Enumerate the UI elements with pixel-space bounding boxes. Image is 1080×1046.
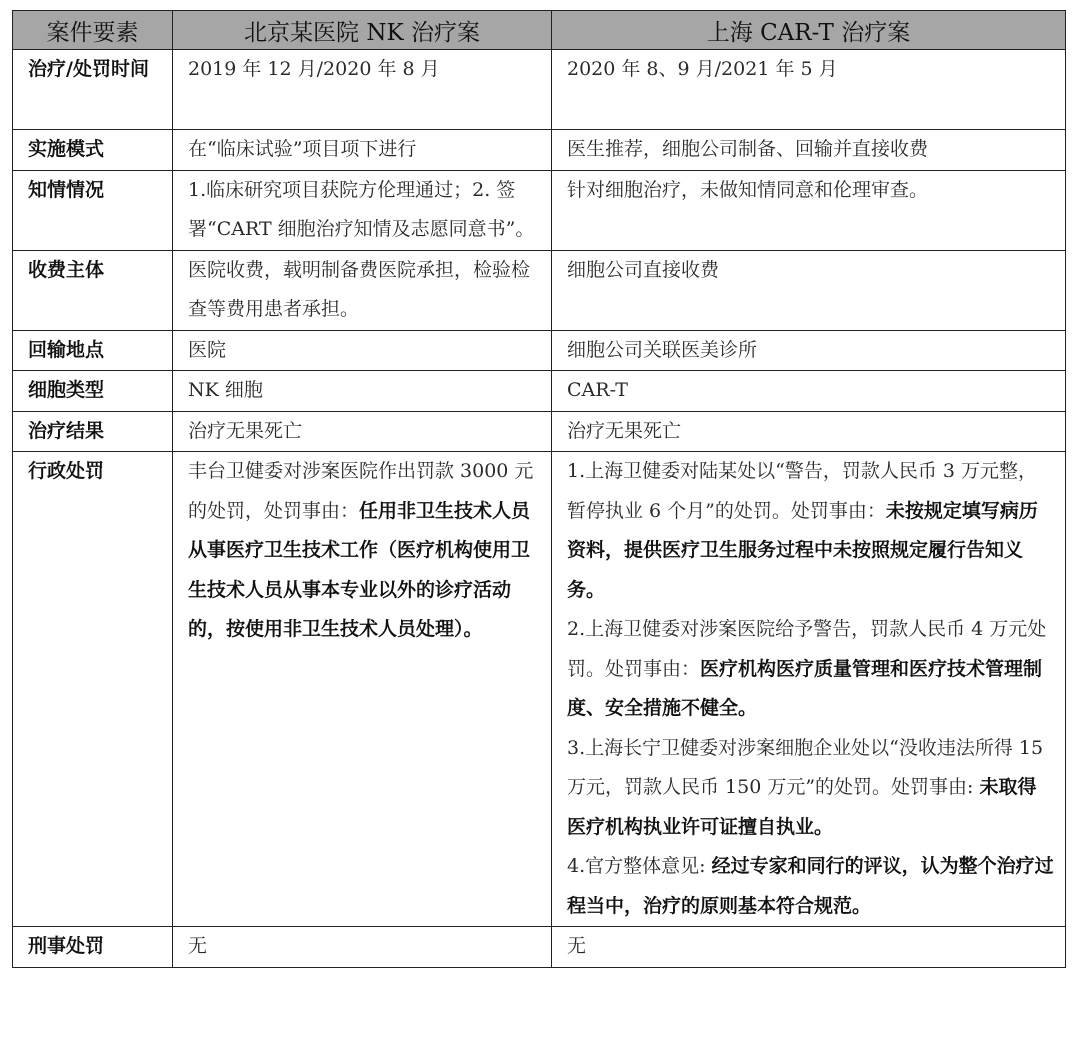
row-label: 行政处罚 [13,452,173,927]
shanghai-cell: 针对细胞治疗，未做知情同意和伦理审查。 [552,170,1066,250]
row-implementation-mode [13,130,1066,171]
row-treatment-time [13,50,1066,130]
penalty-reason: 医疗机构医疗质量管理和医疗技术管理制度、安全措施不健全。 [567,657,1043,719]
beijing-cell: 无 [173,927,552,968]
penalty-text: 2.上海卫健委对涉案医院给予警告，罚款人民币 4 万元处罚。处罚事由： [567,618,1047,680]
beijing-cell: 1.临床研究项目获院方伦理通过；2. 签署“CART 细胞治疗知情及志愿同意书”。 [173,170,552,250]
row-treatment-result [13,411,1066,452]
shanghai-cell: 无 [552,927,1066,968]
penalty-text: 1.上海卫健委对陆某处以“警告，罚款人民币 3 万元整，暂停执业 6 个月”的处罚。处罚事由： [567,460,1038,522]
case-comparison-table [12,10,1066,968]
shanghai-cell: 细胞公司直接收费 [552,250,1066,330]
penalty-reason: 经过专家和同行的评议，认为整个治疗过程当中，治疗的原则基本符合规范。 [567,855,1054,917]
beijing-cell: NK 细胞 [173,371,552,412]
row-label: 实施模式 [13,130,173,171]
shanghai-cell: CAR-T [552,371,1066,412]
row-label: 刑事处罚 [13,927,173,968]
row-label: 收费主体 [13,250,173,330]
row-criminal-penalty [13,927,1066,968]
beijing-cell: 2019 年 12 月/2020 年 8 月 [173,50,552,130]
penalty-item [567,847,1055,926]
beijing-cell: 在“临床试验”项目项下进行 [173,130,552,171]
penalty-text: 4.官方整体意见: [567,855,712,877]
penalty-item [567,452,1055,610]
row-label: 回输地点 [13,330,173,371]
row-fee-collector [13,250,1066,330]
shanghai-cell: 治疗无果死亡 [552,411,1066,452]
penalty-reason: 未按规定填写病历资料，提供医疗卫生服务过程中未按照规定履行告知义务。 [567,499,1038,601]
row-label: 治疗结果 [13,411,173,452]
shanghai-cell [552,452,1066,927]
row-label: 知情情况 [13,170,173,250]
penalty-text: 丰台卫健委对涉案医院作出罚款 3000 元的处罚，处罚事由： [188,460,534,522]
beijing-cell: 医院 [173,330,552,371]
row-infusion-location [13,330,1066,371]
row-administrative-penalty [13,452,1066,927]
beijing-cell: 治疗无果死亡 [173,411,552,452]
penalty-reason: 任用非卫生技术人员从事医疗卫生技术工作（医疗机构使用卫生技术人员从事本专业以外的诊疗活动的，按使用非卫生技术人员处理）。 [188,499,531,640]
penalty-item [567,610,1055,729]
header-row [13,11,1066,50]
row-label: 细胞类型 [13,371,173,412]
header-beijing-case: 北京某医院 NK 治疗案 [173,11,552,50]
beijing-cell [173,452,552,927]
shanghai-cell: 医生推荐，细胞公司制备、回输并直接收费 [552,130,1066,171]
shanghai-cell: 2020 年 8、9 月/2021 年 5 月 [552,50,1066,130]
row-informed-consent [13,170,1066,250]
penalty-reason: 未取得医疗机构执业许可证擅自执业。 [567,776,1037,838]
penalty-item [567,729,1055,848]
beijing-cell: 医院收费，载明制备费医院承担，检验检查等费用患者承担。 [173,250,552,330]
header-shanghai-case: 上海 CAR-T 治疗案 [552,11,1066,50]
row-label: 治疗/处罚时间 [13,50,173,130]
shanghai-cell: 细胞公司关联医美诊所 [552,330,1066,371]
row-cell-type [13,371,1066,412]
header-case-elements: 案件要素 [13,11,173,50]
penalty-text: 3.上海长宁卫健委对涉案细胞企业处以“没收违法所得 15 万元，罚款人民币 150 万元”的处罚。处罚事由: [567,736,1044,798]
